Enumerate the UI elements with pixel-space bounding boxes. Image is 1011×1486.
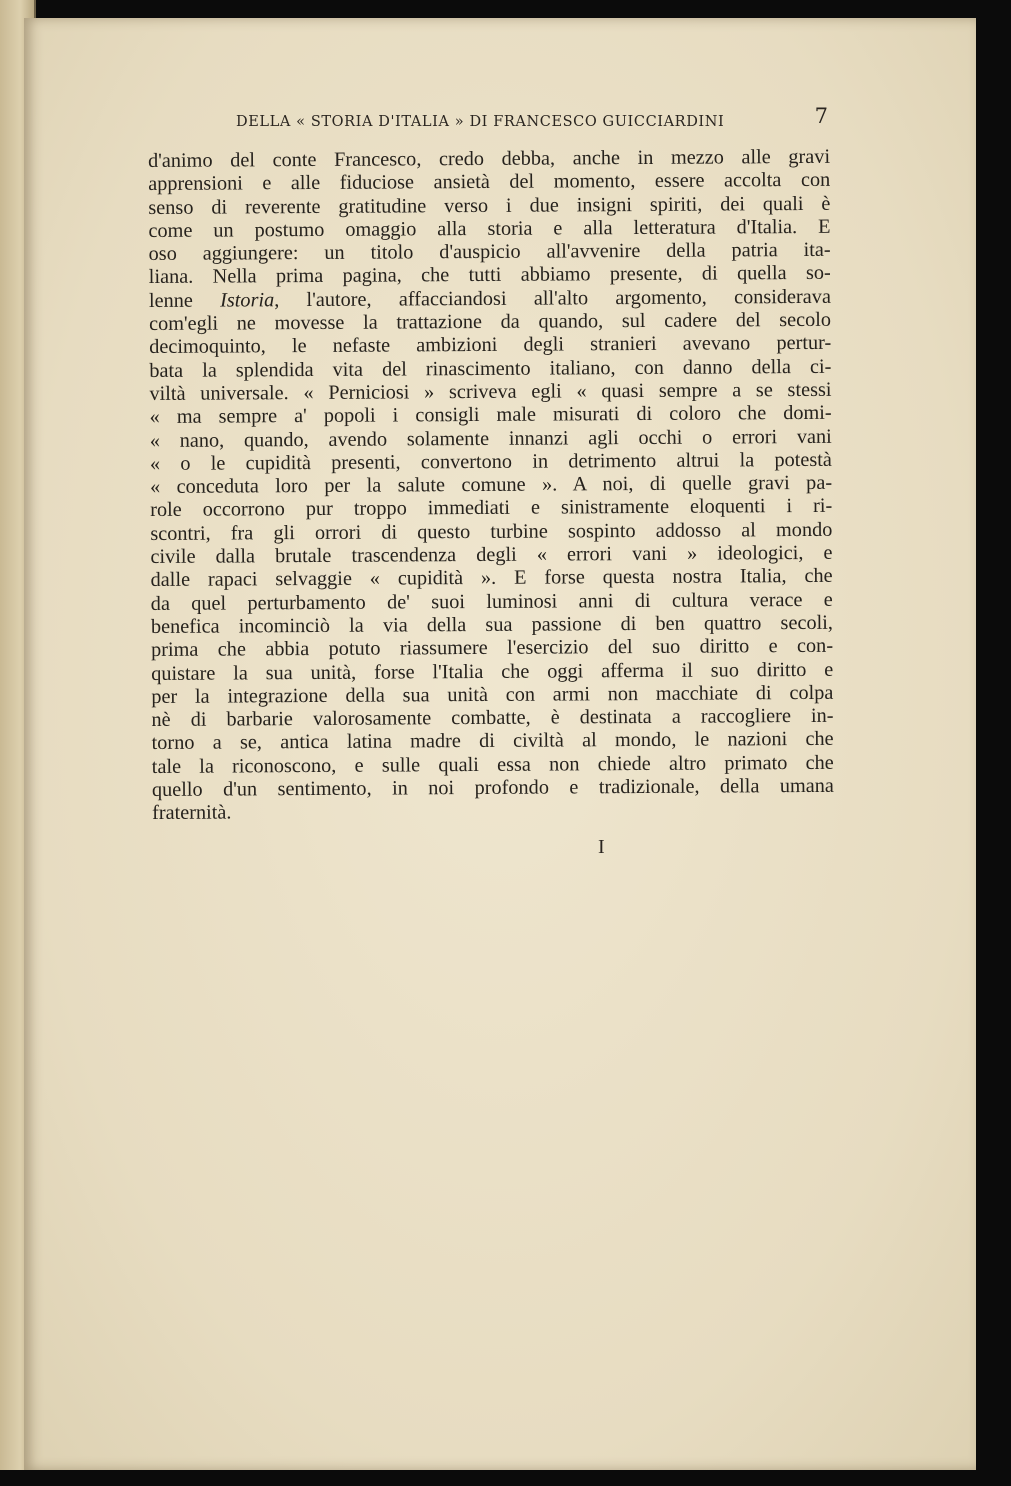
- text-line: scontri, fra gli orrori di questo turbine sospinto addosso al mondo: [150, 518, 833, 545]
- text-line: civile dalla brutale trascendenza degli « errori vani » ideologici, e: [150, 541, 833, 569]
- text-line: per la integrazione della sua unità con armi non macchiate di colpa: [151, 681, 834, 708]
- body-paragraph: [148, 146, 834, 826]
- text-line: fraternità.: [151, 801, 232, 825]
- text-line: nè di barbarie valorosamente combatte, è destinata a raccogliere in-: [151, 704, 834, 732]
- text-line: bata la splendida vita del rinascimento italiano, con danno della ci-: [149, 355, 832, 382]
- text-line: quello d'un sentimento, in noi profondo e tradizionale, della umana: [151, 774, 834, 802]
- text-line: d'animo del conte Francesco, credo debba, anche in mezzo alle gravi: [148, 145, 831, 172]
- text-line: « nano, quando, avendo solamente innanzi agli occhi o errori vani: [149, 425, 832, 452]
- page-header: [236, 104, 828, 134]
- text-line: prima che abbia potuto riassumere l'esercizio del suo diritto e con-: [150, 635, 834, 662]
- text-line: liana. Nella prima pagina, che tutti abbiamo presente, di quella so-: [148, 262, 831, 289]
- text-line: quistare la sua unità, forse l'Italia che oggi afferma il suo diritto e: [151, 658, 834, 685]
- text-line: role occorrono pur troppo immediati e sinistramente eloquenti i ri-: [150, 495, 833, 522]
- work-title: Istoria: [220, 289, 275, 312]
- text-line: benefica incominciò la via della sua passione di ben quattro secoli,: [150, 611, 833, 638]
- text-line: « conceduta loro per la salute comune ». A noi, di quelle gravi pa-: [149, 471, 833, 499]
- text-line: decimoquinto, le nefaste ambizioni degli stranieri avevano pertur-: [149, 332, 832, 359]
- text-line: apprensioni e alle fiduciose ansietà del momento, essere accolta con: [148, 169, 831, 196]
- text-line: tale la riconoscono, e sulle quali essa non chiede altro primato che: [151, 751, 834, 778]
- text-line: « o le cupidità presenti, convertono in detrimento altrui la potestà: [149, 448, 832, 475]
- page-number: 7: [814, 104, 828, 128]
- text-line: oso aggiungere: un titolo d'auspicio all'avvenire della patria ita-: [148, 239, 831, 266]
- text-line: « ma sempre a' popoli i consigli male misurati di coloro che domi-: [149, 402, 832, 429]
- text-line: lenne Istoria, l'autore, affacciandosi all'alto argomento, considerava: [148, 285, 831, 312]
- running-head: DELLA « STORIA D'ITALIA » DI FRANCESCO GUICCIARDINI: [236, 114, 725, 130]
- text-line: com'egli ne movesse la trattazione da quando, sul cadere del secolo: [148, 308, 832, 336]
- section-marker: I: [598, 836, 605, 858]
- text-line: senso di reverente gratitudine verso i due insigni spiriti, dei quali è: [148, 192, 831, 219]
- text-line: torno a se, antica latina madre di civiltà al mondo, le nazioni che: [151, 728, 834, 755]
- text-line: dalle rapaci selvaggie « cupidità ». E forse questa nostra Italia, che: [150, 565, 833, 592]
- text-line: viltà universale. « Perniciosi » scriveva egli « quasi sempre a se stessi: [149, 378, 832, 405]
- text-line: da quel perturbamento de' suoi luminosi anni di cultura verace e: [150, 588, 833, 615]
- text-line: come un postumo omaggio alla storia e alla letteratura d'Italia. E: [148, 215, 831, 242]
